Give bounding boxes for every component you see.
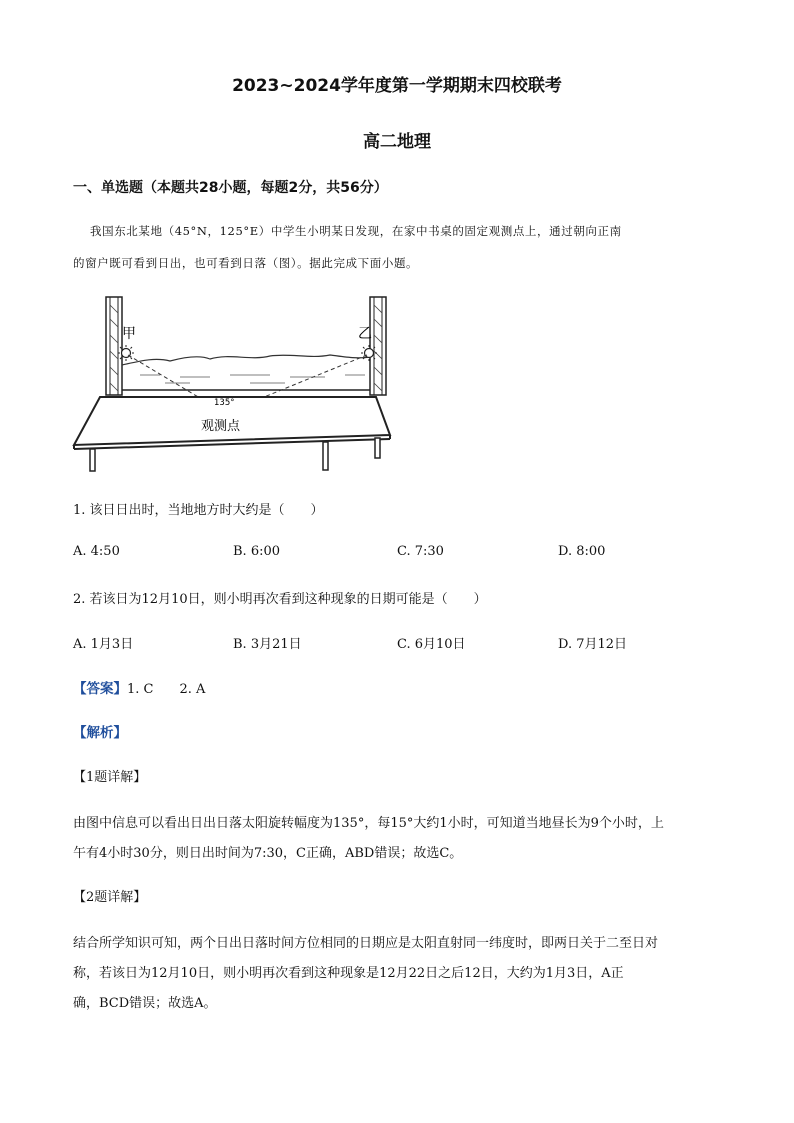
label-angle: 135° [214,398,235,408]
left-window-frame [106,297,122,395]
question-2-stem: 2. 若该日为12月10日，则小明再次看到这种现象的日期可能是（ ） [73,592,487,607]
observation-figure [70,295,400,473]
answer-tag: 【答案】 [73,681,127,697]
q1-option-a: A. 4:50 [73,544,120,559]
label-jia: 甲 [122,326,136,342]
detail-1-line-2: 午有4小时30分，则日出时间为7:30，C正确，ABD错误；故选C。 [73,846,463,861]
label-yi: 乙 [358,326,372,342]
detail-2-line-1: 结合所学知识可知，两个日出日落时间方位相同的日期应是太阳直射同一纬度时，即两日关于二至日对 [73,936,659,951]
desk-leg [323,442,328,470]
q1-option-c: C. 7:30 [397,544,444,559]
detail-1-tag: 【1题详解】 [73,770,147,785]
right-window-frame [370,297,386,395]
detail-2-line-2: 称，若该日为12月10日，则小明再次看到这种现象是12月22日之后12日，大约为1月3日，A正 [73,966,624,981]
q1-option-d: D. 8:00 [558,544,606,559]
answer-row [73,677,205,697]
desk-leg [375,438,380,458]
intro-line-1: 我国东北某地（45°N，125°E）中学生小明某日发现，在家中书桌的固定观测点上，通过朝向正南 [90,224,622,238]
intro-line-2: 的窗户既可看到日出，也可看到日落（图）。据此完成下面小题。 [73,256,419,270]
detail-2-line-3: 确，BCD错误；故选A。 [73,996,217,1011]
analysis-tag: 【解析】 [73,725,127,741]
q1-option-b: B. 6:00 [233,544,281,559]
answer-text: 1. C 2. A [127,682,206,697]
q2-option-a: A. 1月3日 [73,637,134,652]
q2-option-d: D. 7月12日 [558,637,628,652]
q2-option-c: C. 6月10日 [397,637,466,652]
exam-title: 2023~2024学年度第一学期期末四校联考 [232,76,562,96]
q2-option-b: B. 3月21日 [233,637,302,652]
label-observe-point: 观测点 [201,419,241,434]
detail-2-tag: 【2题详解】 [73,890,147,905]
section-heading: 一、单选题（本题共28小题，每题2分，共56分） [73,180,388,196]
question-1-stem: 1. 该日日出时，当地地方时大约是（ ） [73,503,324,518]
subject-title: 高二地理 [363,132,431,152]
desk-leg [90,449,95,471]
mountain-ridge [122,355,370,365]
detail-1-line-1: 由图中信息可以看出日出日落太阳旋转幅度为135°，每15°大约1小时，可知道当地昼长为9个小时，上 [73,816,664,831]
